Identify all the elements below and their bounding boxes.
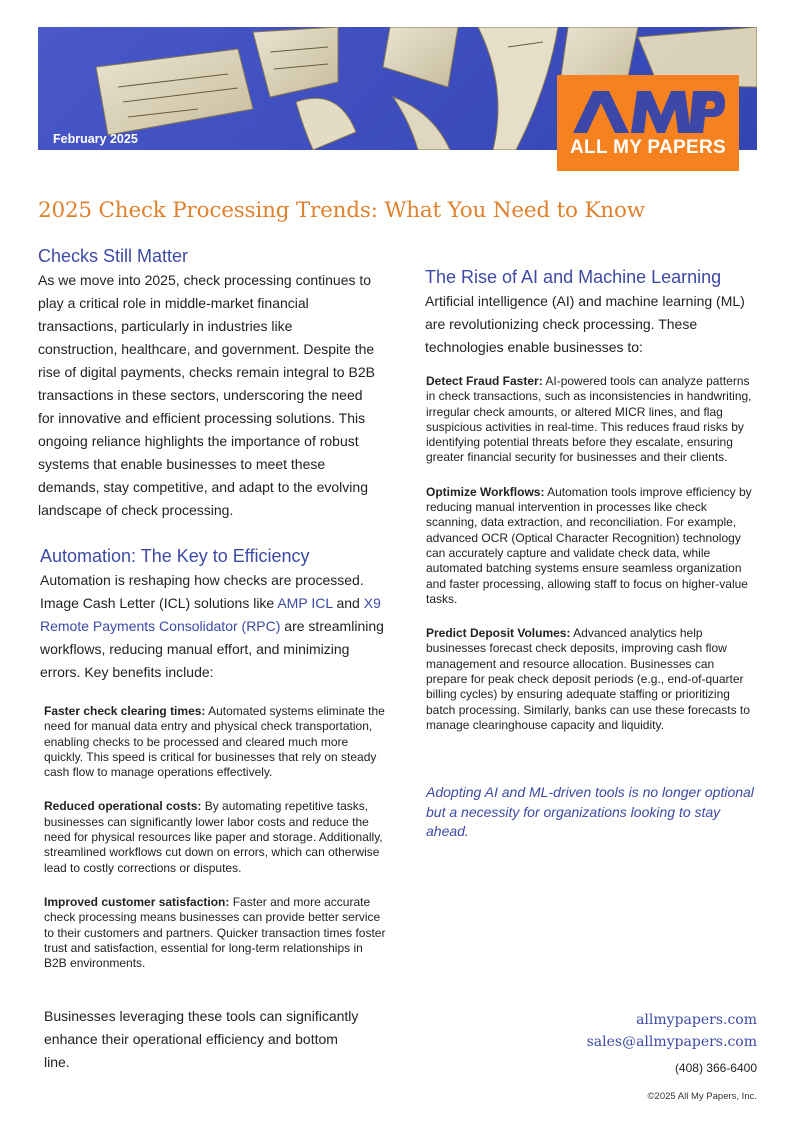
email-link[interactable]: sales@allmypapers.com — [586, 1034, 757, 1050]
benefit-title: Faster check clearing times: — [44, 704, 206, 718]
benefit-customer-satisfaction — [44, 895, 386, 971]
benefits-list — [44, 704, 386, 990]
issue-date: February 2025 — [53, 132, 138, 146]
ai-item-text: Automation tools improve efficiency by reducing manual intervention in processes like check scanning, data extraction, and reconciliation. For example, advanced OCR (Optical Character Recognition) technology can accurately capture and validate check data, while automated batching systems ensure seamless organization and faster processing, allowing staff to focus on higher-value tasks. — [426, 484, 752, 606]
ai-item-title: Optimize Workflows: — [426, 484, 545, 499]
benefit-text: Faster and more accurate check processing means businesses can provide better service to their customers and partners. Quicker transaction times foster trust and satisfaction, essential for long-term relationships in B2B environments. — [44, 894, 386, 971]
automation-body-conjunction: and — [332, 595, 364, 611]
phone-number: (408) 366-6400 — [674, 1061, 757, 1075]
ai-item-title: Predict Deposit Volumes: — [426, 626, 571, 641]
benefit-text: Automated systems eliminate the need for manual data entry and physical check transportation, enabling checks to be processed and cleared much more quickly. This speed is critical for businesses that rely on steady cash flow to manage operations effectively. — [44, 704, 385, 780]
ai-item-text: AI-powered tools can analyze patterns in check transactions, such as inconsistencies in handwriting, irregular check amounts, or altered MICR lines, and flag suspicious activities in real-time. This reduces fraud risks by identifying potential threats before they escalate, ensuring greater financial security for businesses and their clients. — [426, 374, 752, 465]
checks-still-matter-body: As we move into 2025, check processing continues to play a critical role in middle-market financial transactions, particularly in industries like construction, healthcare, and government. Despite the rise of digital payments, checks remain integral to B2B transactions in these sectors, underscoring the need for innovative and efficient processing solutions. This ongoing reliance highlights the importance of robust systems that enable businesses to meet these demands, stay competitive, and adapt to the evolving landscape of check processing. — [38, 272, 375, 518]
benefit-faster-clearing — [44, 704, 386, 780]
section-heading-automation: Automation: The Key to Efficiency — [40, 546, 310, 566]
section-heading-ai-ml: The Rise of AI and Machine Learning — [425, 267, 722, 287]
benefit-reduced-costs — [44, 799, 386, 875]
ai-item-detect-fraud — [426, 374, 758, 466]
ai-item-predict-deposits — [426, 626, 758, 733]
benefit-title: Improved customer satisfaction: — [44, 894, 230, 909]
ai-ml-intro: Artificial intelligence (AI) and machine learning (ML) are revolutionizing check processing. These technologies enable businesses to: — [425, 293, 745, 355]
ai-item-title: Detect Fraud Faster: — [426, 374, 543, 388]
automation-closing: Businesses leveraging these tools can significantly enhance their operational efficiency and bottom line. — [44, 1008, 359, 1070]
ai-ml-callout: Adopting AI and ML-driven tools is no longer optional but a necessity for organizations looking to stay ahead. — [426, 784, 754, 839]
benefit-title: Reduced operational costs: — [44, 799, 202, 814]
website-link[interactable]: allmypapers.com — [636, 1012, 757, 1028]
section-heading-checks-still-matter: Checks Still Matter — [38, 246, 189, 266]
x9-rpc-link[interactable]: X9 Remote Payments Consolidator (RPC) — [40, 595, 381, 634]
ai-item-optimize-workflows — [426, 485, 758, 607]
automation-body-text: Automation is reshaping how checks are processed. Image Cash Letter (ICL) solutions like — [40, 572, 364, 611]
benefit-text: By automating repetitive tasks, businesses can significantly lower labor costs and reduce the need for physical resources like paper and storage. Additionally, streamlined workflows cut down on errors, which can otherwise lead to costly corrections or disputes. — [44, 799, 383, 875]
automation-body-text-end: are streamlining workflows, reducing manual effort, and minimizing errors. Key benefits include: — [40, 618, 384, 680]
page-title: 2025 Check Processing Trends: What You Need to Know — [38, 198, 645, 223]
automation-body — [40, 569, 385, 684]
amp-icl-link[interactable]: AMP ICL — [277, 595, 333, 611]
amp-logo — [557, 75, 739, 171]
amp-logo-mark — [571, 89, 725, 135]
logo-wordmark: ALL MY PAPERS — [570, 137, 726, 158]
ai-ml-list — [426, 374, 758, 752]
copyright: ©2025 All My Papers, Inc. — [647, 1091, 757, 1102]
ai-item-text: Advanced analytics help businesses forecast check deposits, improving cash flow management and resource allocation. Businesses can prepare for peak check deposit periods (e.g., end-of-quarter billing cycles) by ensuring adequate staffing or prioritizing batch processing. Similarly, banks can use these forecasts to manage clearinghouse capacity and liquidity. — [426, 626, 750, 732]
